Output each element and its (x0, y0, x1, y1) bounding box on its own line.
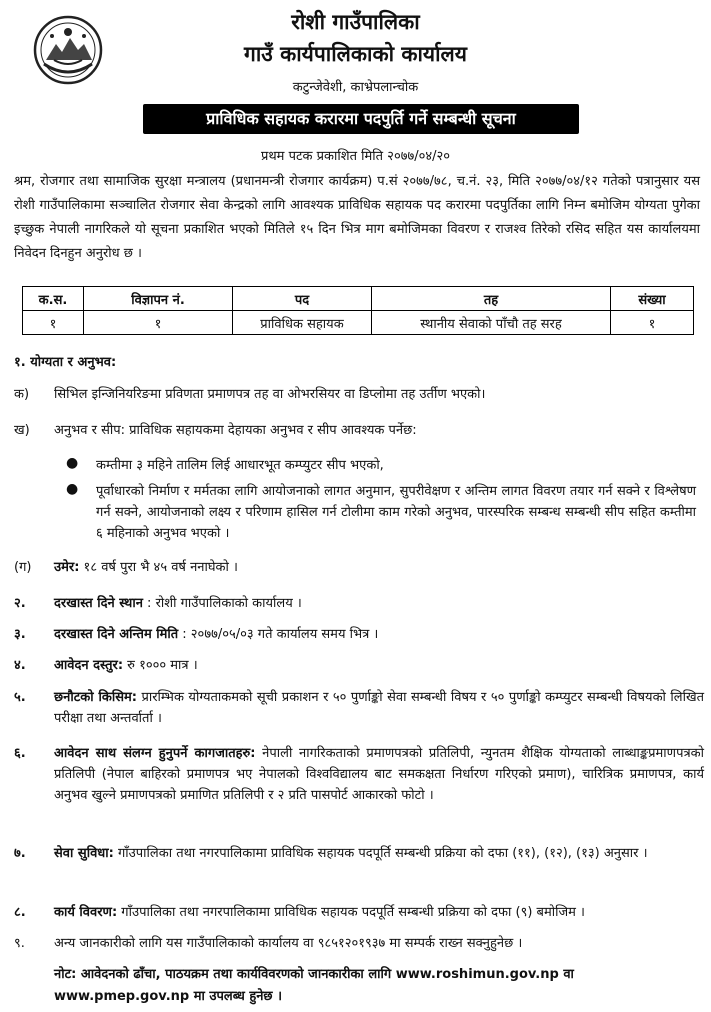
section-6 (14, 743, 704, 806)
office-name: रोशी गाउँपालिका (291, 10, 420, 34)
col-header: तह (372, 287, 611, 311)
section-7 (14, 843, 704, 864)
vacancy-table (22, 286, 694, 335)
item-number: ७. (14, 846, 26, 861)
office-subtitle: गाउँ कार्यपालिकाको कार्यालय (244, 42, 467, 66)
skill-bullet-1: कम्तीमा ३ महिने तालिम लिई आधारभूत कम्प्युटर सीप भएको, (96, 458, 384, 473)
item-number: ८. (14, 905, 26, 920)
col-header: क.स. (23, 287, 84, 311)
item-number: ६. (14, 746, 26, 761)
item-text: रु १००० मात्र । (123, 658, 198, 673)
section-4 (14, 655, 704, 676)
col-header: संख्या (611, 287, 694, 311)
footer-note: नोट: आवेदनको ढाँचा, पाठयक्रम तथा कार्यविवरणको जानकारीका लागि www.roshimun.gov.np वा www.pmep.gov.np मा उपलब्ध हुनेछ । (54, 967, 574, 1004)
item-text: सिभिल इन्जिनियरिङमा प्रविणता प्रमाणपत्र तह वा ओभरसियर वा डिप्लोमा तह उर्तीण भएको। (54, 387, 486, 402)
table-cell: १ (23, 311, 84, 335)
item-label: आवेदन दस्तुर: (54, 658, 124, 673)
item-number: ख) (14, 423, 30, 438)
item-label: दरखास्त दिने अन्तिम मिति (54, 627, 179, 642)
section-3 (14, 624, 704, 645)
item-number: २. (14, 596, 26, 611)
item-number: ४. (14, 658, 26, 673)
item-label: कार्य विवरण: (54, 905, 118, 920)
notice-title-banner: प्राविधिक सहायक करारमा पदपुर्ति गर्ने सम्बन्धी सूचना (143, 104, 579, 134)
qualification-b (14, 420, 704, 441)
item-label: आवेदन साथ संलग्न हुनुपर्ने कागजातहरु: (54, 746, 256, 761)
item-text: : रोशी गाउँपालिकाको कार्यालय । (142, 596, 302, 611)
item-number: ९. (14, 936, 25, 951)
item-label: दरखास्त दिने स्थान (54, 596, 143, 611)
table-row (23, 311, 694, 335)
item-number: ५. (14, 690, 26, 705)
item-label: उमेर: (54, 560, 80, 575)
item-number: क) (14, 387, 30, 402)
qualification-heading: १. योग्यता र अनुभव: (14, 355, 117, 370)
col-header: पद (233, 287, 372, 311)
item-text: गाँउपालिका तथा नगरपालिकामा प्राविधिक सहायक पदपूर्ति सम्बन्धी प्रक्रिया को दफा (११), (१२), (१३) अनुसार । (113, 846, 648, 861)
item-text: प्रारम्भिक योग्यताकमको सूची प्रकाशन र ५० पुर्णाङ्को सेवा सम्बन्धी विषय र ५० पुर्णाङ्को कम्प्युटर सम्बन्धी विषयको लिखित परीक्षा तथा अन्तर्वार्ता । (54, 690, 704, 726)
section-9 (14, 933, 704, 954)
table-cell: स्थानीय सेवाको पाँचौ तह सरह (372, 311, 611, 335)
section-8 (14, 902, 704, 923)
intro-paragraph: श्रम, रोजगार तथा सामाजिक सुरक्षा मन्त्रालय (प्रधानमन्त्री रोजगार कार्यक्रम) प.सं २०७७/७८, च.नं. २३, मिति २०७७/०४/१२ गतेको पत्रानुसार यस रोशी गाउँपालिकामा सञ्चालित रोजगार सेवा केन्द्रको लागि आवश्यक प्राविधिक सहायक पद करारमा पदपुर्तिका लागि निम्न बमोजिम योग्यता पुगेका इच्छुक नेपाली नागरिकले यो सूचना प्रकाशित भएको मितिले १५ दिन भित्र माग बमोजिमका विवरण र राजश्व तिरेको रसिद सहित यस कार्यालयमा निवेदन दिनहुन अनुरोध छ । (14, 174, 700, 261)
item-text: अन्य जानकारीको लागि यस गाउँपालिकाको कार्यालय वा ९८५१२०१९३७ मा सम्पर्क राख्न सक्नुहुनेछ । (54, 936, 523, 951)
item-label: छनौटको किसिम: (54, 690, 137, 705)
table-header-row (23, 287, 694, 311)
item-text: : २०७७/०५/०३ गते कार्यालय समय भित्र । (178, 627, 379, 642)
item-text: १८ वर्ष पुरा भै ४५ वर्ष ननाघेको । (79, 560, 238, 575)
item-text: अनुभव र सीप: प्राविधिक सहायकमा देहायका अनुभव र सीप आवश्यक पर्नेछ: (54, 423, 417, 438)
skill-bullet-2: पूर्वाधारको निर्माण र मर्मतका लागि आयोजनाको लागत अनुमान, सुपरीवेक्षण र अन्तिम लागत विवरण तयार गर्न सक्ने र विश्लेषण गर्न सक्ने, आयोजनाको लक्ष्य र परिणाम हासिल गर्न टोलीमा काम गरेको अनुभव, पारस्परिक सम्बन्ध सम्बन्धी सीप सहित कम्तीमा ६ महिनाको अनुभव भएको । (96, 484, 696, 541)
section-2 (14, 593, 704, 614)
published-date: प्रथम पटक प्रकाशित मिति २०७७/०४/२० (260, 149, 451, 164)
item-text: नेपाली नागरिकताको प्रमाणपत्रको प्रतिलिपी, न्युनतम शैक्षिक योग्यताको लाब्धाङ्कप्रमाणपत्रको प्रतिलिपी (नेपाल बाहिरको प्रमाणपत्र भए नेपालको विश्वविद्यालय बाट समकक्षता निर्धारण गरिएको प्रमाण), चारित्रिक प्रमाणपत्र, कार्य अनुभव खुल्ने प्रमाणपत्रको प्रमाणित प्रतिलिपी र २ प्रति पासपोर्ट आकारको फोटो । (54, 746, 704, 803)
col-header: विज्ञापन नं. (84, 287, 233, 311)
bullet-icon: ● (66, 455, 79, 471)
table-cell: प्राविधिक सहायक (233, 311, 372, 335)
item-number: (ग) (14, 560, 32, 575)
section-5 (14, 687, 704, 729)
office-address: कटुन्जेवेशी, काभ्रेपलान्चोक (292, 80, 419, 95)
bullet-icon: ● (66, 481, 79, 497)
age-requirement (14, 557, 704, 578)
qualification-a (14, 384, 704, 405)
table-cell: १ (611, 311, 694, 335)
item-number: ३. (14, 627, 26, 642)
item-text: गाँउपालिका तथा नगरपालिकामा प्राविधिक सहायक पदपूर्ति सम्बन्धी प्रक्रिया को दफा (९) बमोजिम । (117, 905, 585, 920)
table-cell: १ (84, 311, 233, 335)
item-label: सेवा सुविधा: (54, 846, 114, 861)
